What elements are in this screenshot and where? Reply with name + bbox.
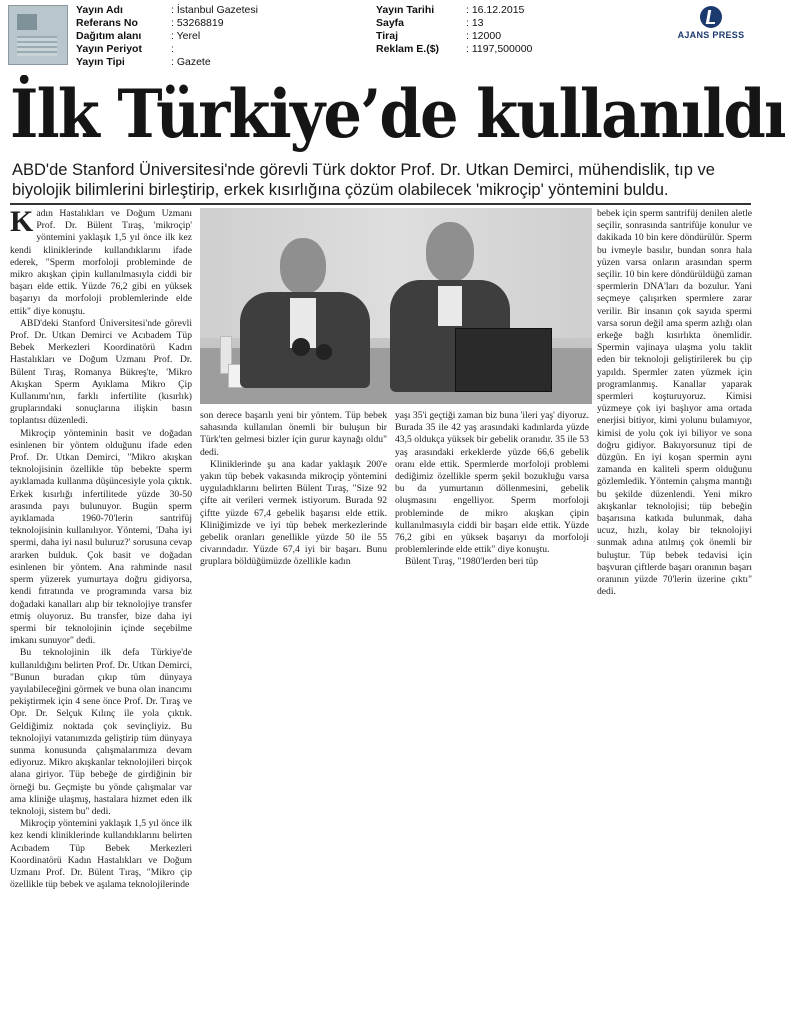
meta-row-circulation [376, 30, 502, 42]
article-column-2 [200, 410, 387, 614]
paragraph: Mikroçip yöntemini yaklaşık 1,5 yıl önce ilk kez kendi kliniklerinde kullandıklarını belirten Acıbadem Tüp Bebek Merkezleri Koordinatörü Kadın Hastalıkları ve Doğum Uzmanı Prof. Dr. Bülent Tıraş, "Mikro çip özellikle tüp bebek ve aşılama teknolojilerinde [10, 818, 192, 891]
meta-row-ad-value [376, 43, 533, 55]
meta-label: Dağıtım alanı [76, 30, 142, 42]
meta-label: Yayın Tipi [76, 56, 125, 68]
article-headline: İlk Türkiye’de kullanıldı [10, 75, 785, 153]
meta-label: Yayın Tarihi [376, 4, 435, 16]
ajans-press-logo-icon [700, 6, 722, 28]
meta-value: : 1197,500000 [466, 43, 533, 55]
paragraph: ABD'deki Stanford Üniversitesi'nde görevli Prof. Dr. Utkan Demirci ve Acıbadem Tüp Bebek Merkezleri Koordinatörü Kadın Hastalıkları ve Doğum Uzmanı Prof. Dr. Bülent Tıraş, Romanya Bükreş'te, 'Mikro Akışkan Sperm Ayıklama Mikro Çip Kullanımı'nın, farklı infertilite (kısırlık) gruplarındaki sonuçlarına ilişkin basın toplantısı düzenledi. [10, 317, 192, 427]
meta-label: Reklam E.($) [376, 43, 440, 55]
meta-value: : Yerel [171, 30, 201, 42]
meta-row-period [76, 43, 174, 55]
press-conference-photo [200, 208, 592, 404]
article-column-3 [395, 410, 589, 614]
meta-value: : Gazete [171, 56, 211, 68]
paragraph: son derece başarılı yeni bir yöntem. Tüp bebek sahasında kullanılan önemli bir buluşun bir Türk'ten gelmesi bizler için gurur kaynağı oldu" dedi. [200, 410, 387, 458]
paragraph [10, 205, 192, 318]
photo-person-left [240, 238, 370, 388]
photo-person-shirt [438, 286, 462, 326]
meta-row-type [76, 56, 211, 68]
logo-text: AJANS PRESS [677, 30, 745, 40]
meta-label: Referans No [76, 17, 138, 29]
meta-label: Yayın Adı [76, 4, 123, 16]
meta-row-distribution [76, 30, 201, 42]
meta-value: : 16.12.2015 [466, 4, 525, 16]
meta-value: : [171, 43, 174, 55]
photo-laptop [455, 328, 552, 392]
paragraph-text: adın Hastalıkları ve Doğum Uzmanı Prof. Dr. Bülent Tıraş, 'mikroçip' yöntemini yaklaşık 1,5 yıl önce ilk kez kendi kliniklerinde kullandıklarını ifade ederek, "Sperm morfoloji probleminde de mikro akışkan çipin kullanılmasıyla ciddi bir başarı elde ettik. Yüzde 76,2 gibi en yüksek başarıyı da morfoloji problemlerinde elde ettik" diye konuştu. [10, 208, 192, 317]
article-subhead: ABD'de Stanford Üniversitesi'nde görevli Türk doktor Prof. Dr. Utkan Demirci, mühendislik, tıp ve biyolojik bilimlerini birleştirip, erkek kısırlığına çözüm olabilecek 'mikroçip' yöntemini buldu. [12, 161, 715, 199]
photo-person-head [426, 222, 474, 282]
paragraph: Bülent Tıraş, "1980'lerden beri tüp [405, 556, 539, 568]
meta-label: Sayfa [376, 17, 405, 29]
paragraph: Kliniklerinde şu ana kadar yaklaşık 200'e yakın tüp bebek vakasında mikroçip yöntemini uyguladıklarını belirten Bülent Tıraş, "Size 92 çifte ait verileri vermek istiyorum. Burada 92 çiftte yüzde 67,4 gebelik başarısı elde ettik. Kliniğimizde ve iyi tüp bebek merkezlerinde gebelik oranları genellikle yüzde 50 ile 55 civarındadır. Yüzde 67,4 iyi bir başarı. Bunu gruplara böldüğümüzde özellikle kadın [200, 458, 387, 568]
photo-person-head [280, 238, 326, 294]
meta-value: : 13 [466, 17, 484, 29]
meta-row-date [376, 4, 525, 16]
meta-row-publication [76, 4, 258, 16]
paragraph: Bu teknolojinin ilk defa Türkiye'de kullanıldığını belirten Prof. Dr. Utkan Demirci, "Bunun buradan çıkıp tüm dünyaya yayılabileceğini görmek ve buna olan inancımı pekiştirmek için 4 sene önce Prof. Dr. Tıraş ve Opr. Dr. Selçuk Kılınç ile yola çıktık. Geldiğimiz noktada çok sevinçliyiz. Bu teknolojiyi vatanımızda geliştirip tüm dünyaya sunma konusunda çalışmalarımıza devam ediyoruz. Mikro akışkanlar teknolojileri birçok alana giriyor. Tüp bebeğe de girdiğinin bir örneği bu. Geçmişte bu yönde çalışmalar var ama kliniğe ulaşmış, hastalara hizmet eden ilk teknoloji, sistem bu" dedi. [10, 647, 192, 817]
meta-value: : İstanbul Gazetesi [171, 4, 258, 16]
meta-row-page [376, 17, 484, 29]
article-column-4 [597, 208, 752, 618]
meta-row-reference [76, 17, 224, 29]
paragraph: yaşı 35'i geçtiği zaman biz buna 'ileri yaş' diyoruz. Burada 35 ile 42 yaş arasındaki kadınlarda yüzde 43,5 oldukça yüksek bir gebelik oranıdır. 35 ile 53 yaş arasındaki erkeklerde yüzde 66,6 gebelik oranı elde ettik. Spermlerde morfoloji problemi dediğimiz özellikle sperm şekil bozukluğu varsa bu da yumurtanın döllenmesini, gebelik oluşmasını engelliyor. Sperm morfoloji probleminde de mikro akışkan çipin kullanılmasıyla ciddi bir başarı elde ettik. Yüzde 76,2 gibi en yüksek başarıyı da morfoloji problemlerinde elde ettik" diye konuştu. [395, 410, 589, 556]
meta-label: Tiraj [376, 30, 398, 42]
clipping-metadata [0, 0, 761, 70]
drop-cap: K [10, 205, 34, 238]
photo-microphone [316, 344, 332, 360]
photo-microphone [292, 338, 310, 356]
meta-value: : 12000 [466, 30, 502, 42]
article-column-1 [10, 205, 192, 1014]
meta-value: : 53268819 [171, 17, 224, 29]
paragraph: bebek için sperm santrifüj denilen aletle seçilir, sonrasında santrifüje konulur ve dakikada 10 bin kere döndürülür. Sperm bu ivmeyle basılır, bundan sonra hala yüzen varsa onların arasından sperm seçilir. 10 bin kere döndürüldüğü zaman spermlerin DNA'ları da bozulur. Yani seçmeye çalışırken spermlere zarar verilir. Bir insanın çok sayıda spermi varsa sorun değil ama sperm azlığı olan erkeğe bağlı kısırlıkta önemlidir. Spermin vajinaya ulaşma yolu taklit eden bir teknoloji geliştirilerek bu çip yapıldı. Spermler zaten yüzmek için programlanmış. Kanallar yaparak spermleri koşturuyoruz. Kimisi yüzmeye çok iyi başlıyor ama ortada enerjisi bitiyor, kimi yolunu bulamıyor, kimisi de yolu çok iyi biliyor ve sona doğru gidiyor. Bakıyorsunuz tipi de düzgün. En iyi koşan spermin aynı zamanda en kaliteli sperm olduğunu gözlemledik. Yöntemin çalışma mantığı bu şekilde düzenlendi. Yeni mikro akışkanlar teknolojisi; tüp bebeğin başarısına katkıda bulunmak, daha ucuz, hızlı, kolay bir teknolojiyi sunmak adına atılmış çok önemli bir buluştur. Tüp bebek tedavisi için başvuran çiftlerde başarı oranının başarı oranının yüzde 70'lerin üzerine çıktı" dedi. [597, 208, 752, 598]
ajans-press-logo [671, 6, 751, 41]
headline-divider [10, 203, 751, 205]
paragraph: Mikroçip yönteminin basit ve doğadan esinlenen bir yöntem olduğunu ifade eden Prof. Dr. Utkan Demirci, "Mikro akışkan teknolojisinin özellikle tüp bebekte sperm ayıklamada kullanma düşüncesiyle yola çıktık. Erkek kısırlığı infertilitede yüzde 30-50 arasında payı bulunuyor. Bugün sperm ayıklamada 1960-70'lerin santrifüj teknolojisinin kullanılıyor. Yöntemi, 'Daha iyi spermi, daha iyi nasıl buluruz?' sorusuna cevap ararken bulduk. Çok basit ve doğadan esinlenen bir yöntem. Ana rahminde nasıl sperm yüzerek yumurtaya doğru gidiyorsa, kendi fıtratında ve programında varsa biz doğadaki kanalları alıp bir teknolojiye transfer etmiş oluyoruz. Bu transfer, bize daha iyi spermi bir teknolojinin içinde seçebilme imkanı sunuyor" dedi. [10, 427, 192, 647]
page-thumbnail [8, 5, 68, 65]
meta-label: Yayın Periyot [76, 43, 142, 55]
